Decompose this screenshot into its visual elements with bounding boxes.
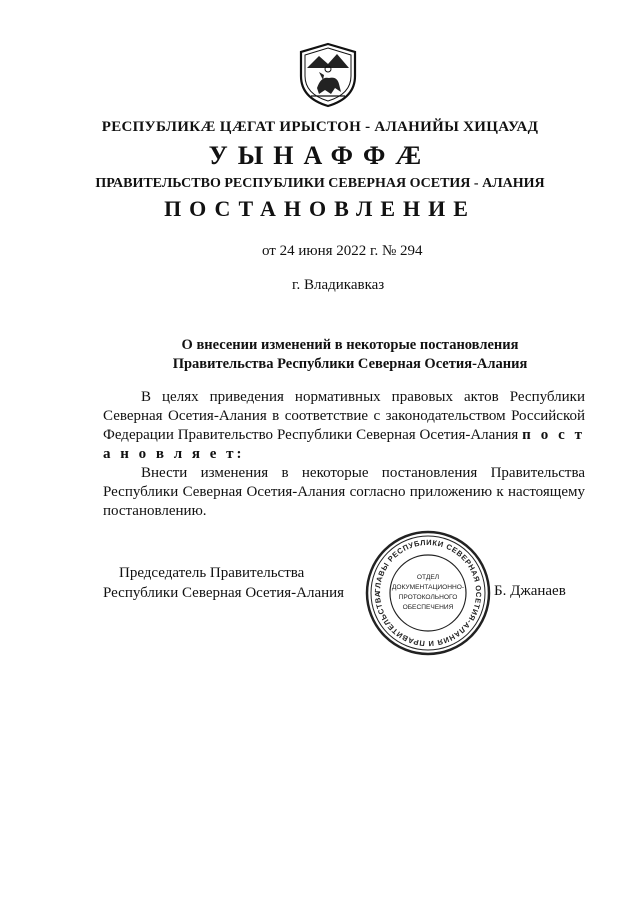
document-title bbox=[0, 336, 640, 374]
stamp-inner-line-2: ДОКУМЕНТАЦИОННО- bbox=[391, 584, 465, 591]
stamp-inner-line-4: ОБЕСПЕЧЕНИЯ bbox=[402, 604, 454, 611]
paragraph-1-text: В целях приведения нормативных правовых актов Республики Северная Осетия-Алания в соответствие с законодательством Российской Федерации Правительство Республики Северная Осетия-Алания bbox=[103, 389, 585, 443]
coat-of-arms-emblem bbox=[297, 42, 359, 108]
stamp-inner-line-3: ПРОТОКОЛЬНОГО bbox=[398, 594, 458, 601]
signatory-position-line-1: Председатель Правительства bbox=[119, 565, 305, 581]
document-body bbox=[103, 388, 585, 521]
document-title-line-2: Правительства Республики Северная Осетия-Алания bbox=[172, 356, 528, 372]
date-and-number: от 24 июня 2022 г. № 294 bbox=[262, 243, 423, 259]
stamp-ring-text: ГЛАВЫ РЕСПУБЛИКИ СЕВЕРНАЯ ОСЕТИЯ-АЛАНИЯ И ПРАВИТЕЛЬСТВА bbox=[372, 537, 484, 649]
header-russian-government: ПРАВИТЕЛЬСТВО РЕСПУБЛИКИ СЕВЕРНАЯ ОСЕТИЯ - АЛАНИЯ bbox=[95, 176, 545, 191]
header-russian-decree-title: ПОСТАНОВЛЕНИЕ bbox=[164, 196, 476, 221]
paragraph-1 bbox=[103, 388, 585, 464]
paragraph-2: Внести изменения в некоторые постановления Правительства Республики Северная Осетия-Алания согласно приложению к настоящему постановлению. bbox=[103, 465, 585, 519]
signatory-position-line-2: Республики Северная Осетия-Алания bbox=[103, 585, 345, 601]
city: г. Владикавказ bbox=[292, 277, 385, 293]
header-ossetian-decree-title: УЫНАФФӔ bbox=[208, 141, 432, 170]
signatory-position bbox=[103, 563, 344, 603]
stamp-inner-line-1: ОТДЕЛ bbox=[416, 574, 440, 581]
document-title-line-1: О внесении изменений в некоторые постановления bbox=[181, 337, 519, 353]
resolution-keyword: п о с т а н о в л я е т: bbox=[103, 427, 585, 462]
official-seal-stamp bbox=[364, 529, 492, 657]
header-ossetian-government: РЕСПУБЛИКӔ ЦӔГАТ ИРЫСТОН - АЛАНИЙЫ ХИЦАУАД bbox=[101, 119, 539, 135]
signatory-name: Б. Джанаев bbox=[494, 583, 566, 599]
